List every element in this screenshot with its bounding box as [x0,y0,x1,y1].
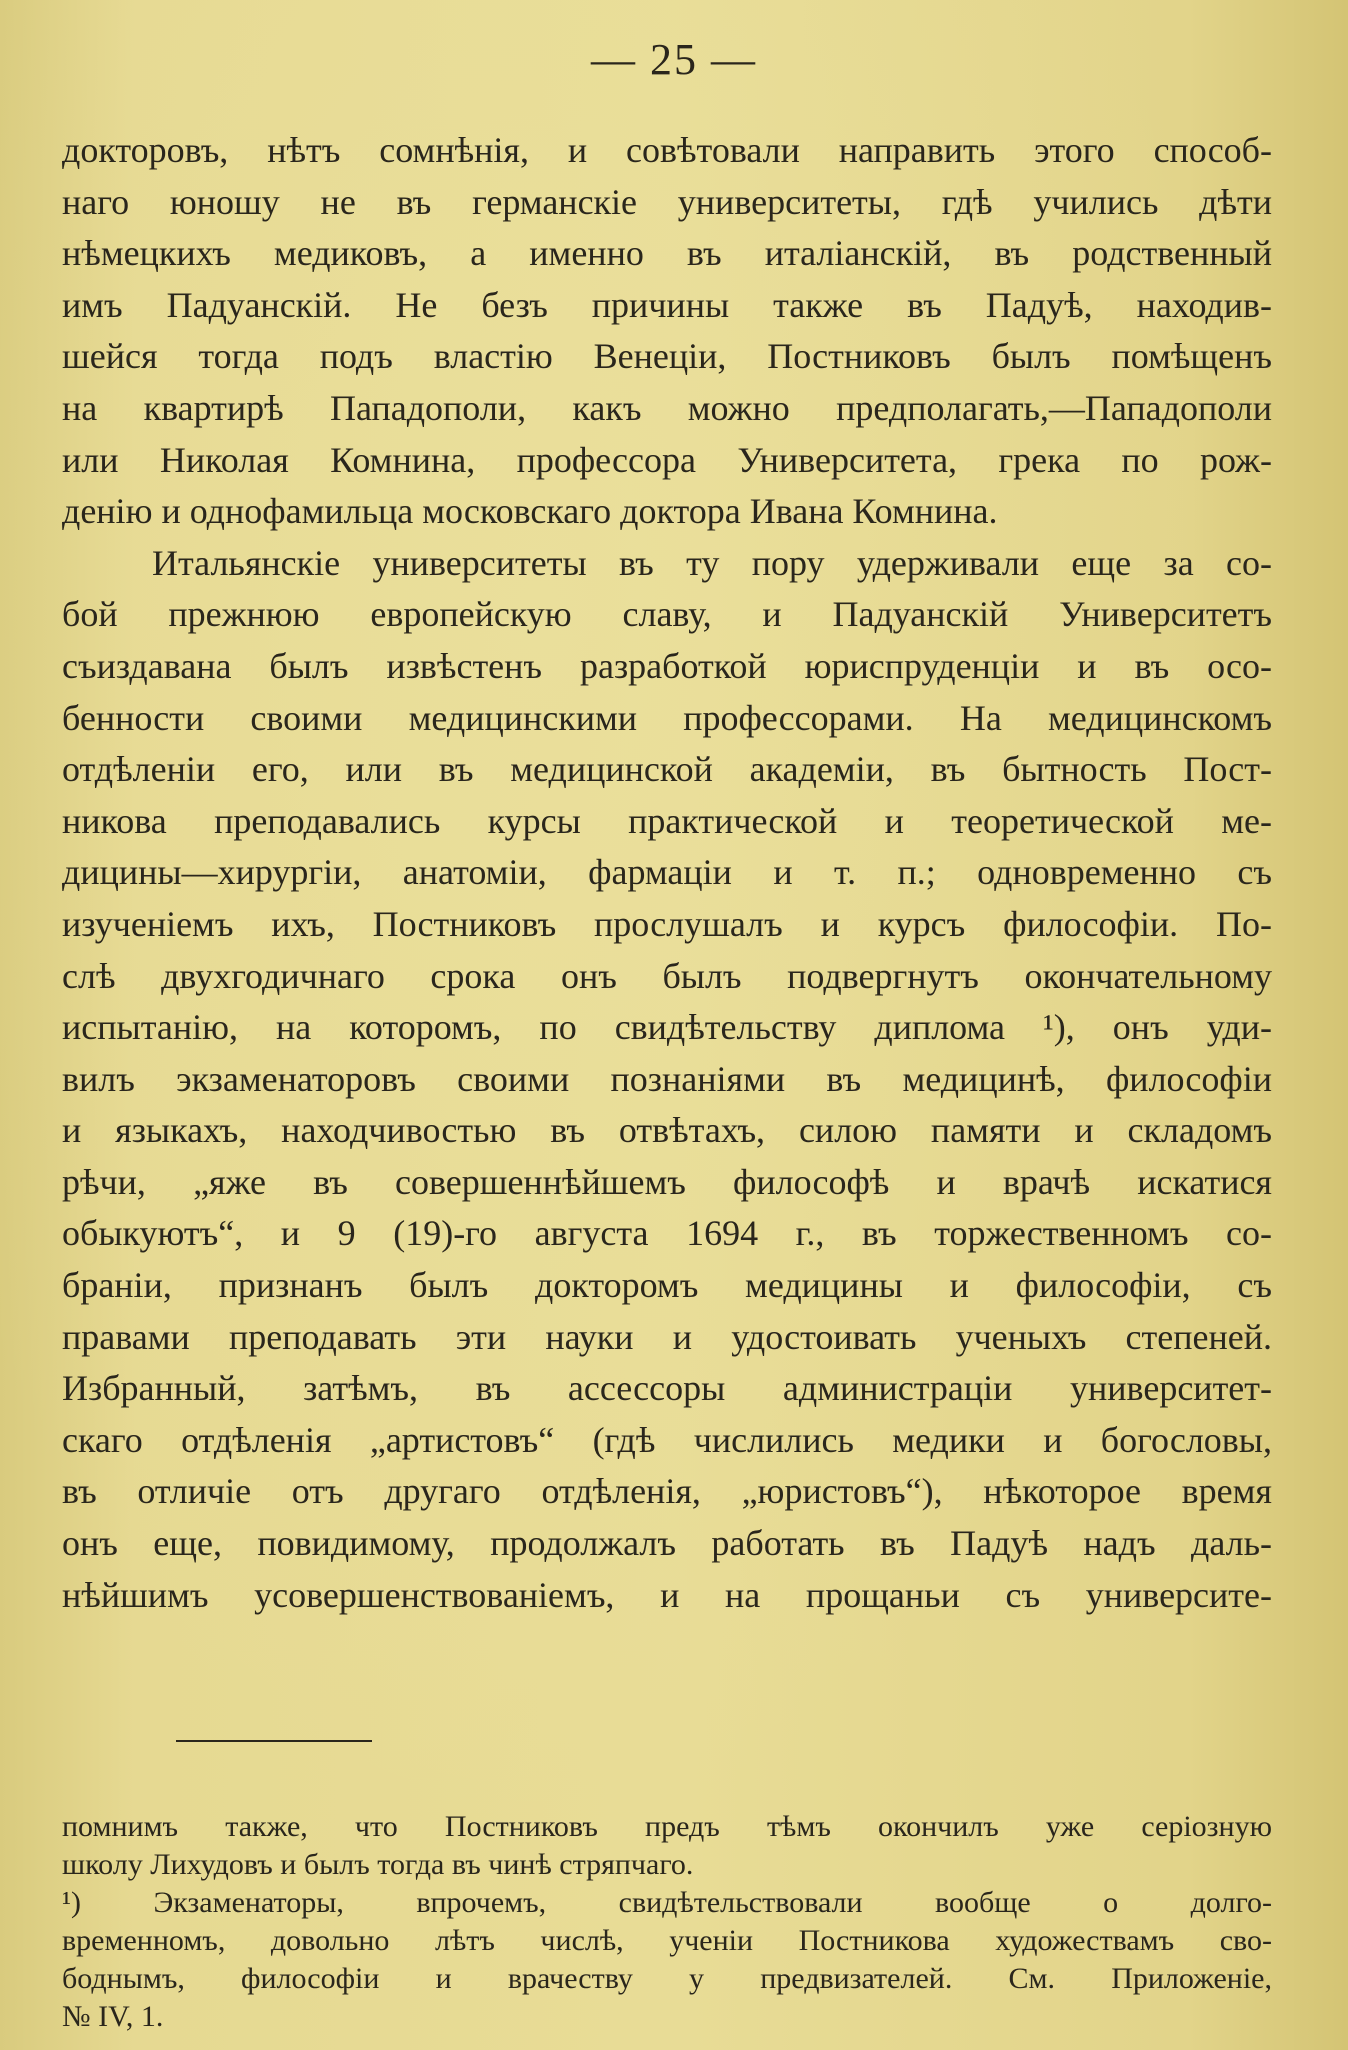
footnote-line: боднымъ, философіи и врачеству у предвизателей. См. Приложеніе, [62,1962,1272,1995]
body-line: отдѣленіи его, или въ медицинской академіи, въ бытность Пост- [62,749,1272,790]
footnote-line: помнимъ также, что Постниковъ предъ тѣмъ окончилъ уже серіозную [62,1810,1272,1843]
body-line: имъ Падуанскій. Не безъ причины также въ Падуѣ, находив- [62,284,1272,325]
footnote-line: школу Лихудовъ и былъ тогда въ чинѣ стряпчаго. [62,1848,694,1881]
body-line: рѣчи, „яже въ совершеннѣйшемъ философѣ и врачѣ искатися [62,1161,1272,1202]
body-line: слѣ двухгодичнаго срока онъ былъ подвергнутъ окончательному [62,955,1272,996]
body-line: бенности своими медицинскими профессорами. На медицинскомъ [62,697,1272,738]
footnote-divider [176,1740,372,1742]
footnote-line: ¹) Экзаменаторы, впрочемъ, свидѣтельствовали вообще о долго- [62,1886,1272,1919]
page-number: — 25 — [591,35,757,84]
body-line: правами преподавать эти науки и удостоивать ученыхъ степеней. [62,1316,1272,1357]
body-line: скаго отдѣленія „артистовъ“ (гдѣ числились медики и богословы, [62,1419,1272,1460]
body-line: наго юношу не въ германскіе университеты, гдѣ учились дѣти [62,181,1272,222]
body-line: обыкуютъ“, и 9 (19)-го августа 1694 г., въ торжественномъ со- [62,1213,1272,1254]
body-line: браніи, признанъ былъ докторомъ медицины и философіи, съ [62,1265,1272,1306]
body-line: нѣмецкихъ медиковъ, а именно въ италіанскій, въ родственный [62,233,1272,274]
footnote-line: временномъ, довольно лѣтъ числѣ, ученіи Постникова художествамъ сво- [62,1924,1272,1957]
body-line: съиздавана былъ извѣстенъ разработкой юриспруденціи и въ осо- [62,645,1272,686]
body-line: и языкахъ, находчивостью въ отвѣтахъ, силою памяти и складомъ [62,1110,1272,1151]
body-line: Избранный, затѣмъ, въ ассессоры администраціи университет- [62,1368,1272,1409]
body-line: Итальянскіе университеты въ ту пору удерживали еще за со- [152,542,1272,583]
body-line: на квартирѣ Пападополи, какъ можно предполагать,—Пападополи [62,387,1272,428]
body-line: бой прежнюю европейскую славу, и Падуанскій Университетъ [62,594,1272,635]
body-line: нѣйшимъ усовершенствованіемъ, и на прощаньи съ университе- [62,1574,1272,1615]
body-line: онъ еще, повидимому, продолжалъ работать въ Падуѣ надъ даль- [62,1523,1272,1564]
body-line: шейся тогда подъ властію Венеціи, Постниковъ былъ помѣщенъ [62,336,1272,377]
body-line: въ отличіе отъ другаго отдѣленія, „юристовъ“), нѣкоторое время [62,1471,1272,1512]
body-line: дицины—хирургіи, анатоміи, фармаціи и т. п.; одновременно съ [62,852,1272,893]
body-line: докторовъ, нѣтъ сомнѣнія, и совѣтовали направить этого способ- [62,130,1272,170]
footnotes [62,1808,1272,2036]
footnote-line: № IV, 1. [62,2000,164,2033]
body-line: денію и однофамильца московскаго доктора Ивана Комнина. [62,491,998,532]
body-line: испытанію, на которомъ, по свидѣтельству диплома ¹), онъ уди- [62,1007,1272,1048]
body-line: вилъ экзаменаторовъ своими познаніями въ медицинѣ, философіи [62,1058,1272,1099]
body-line: или Николая Комнина, профессора Университета, грека по рож- [62,439,1272,480]
body-text [62,125,1272,1621]
body-line: изученіемъ ихъ, Постниковъ прослушалъ и курсъ философіи. По- [62,903,1272,944]
body-line: никова преподавались курсы практической и теоретической ме- [62,800,1272,841]
